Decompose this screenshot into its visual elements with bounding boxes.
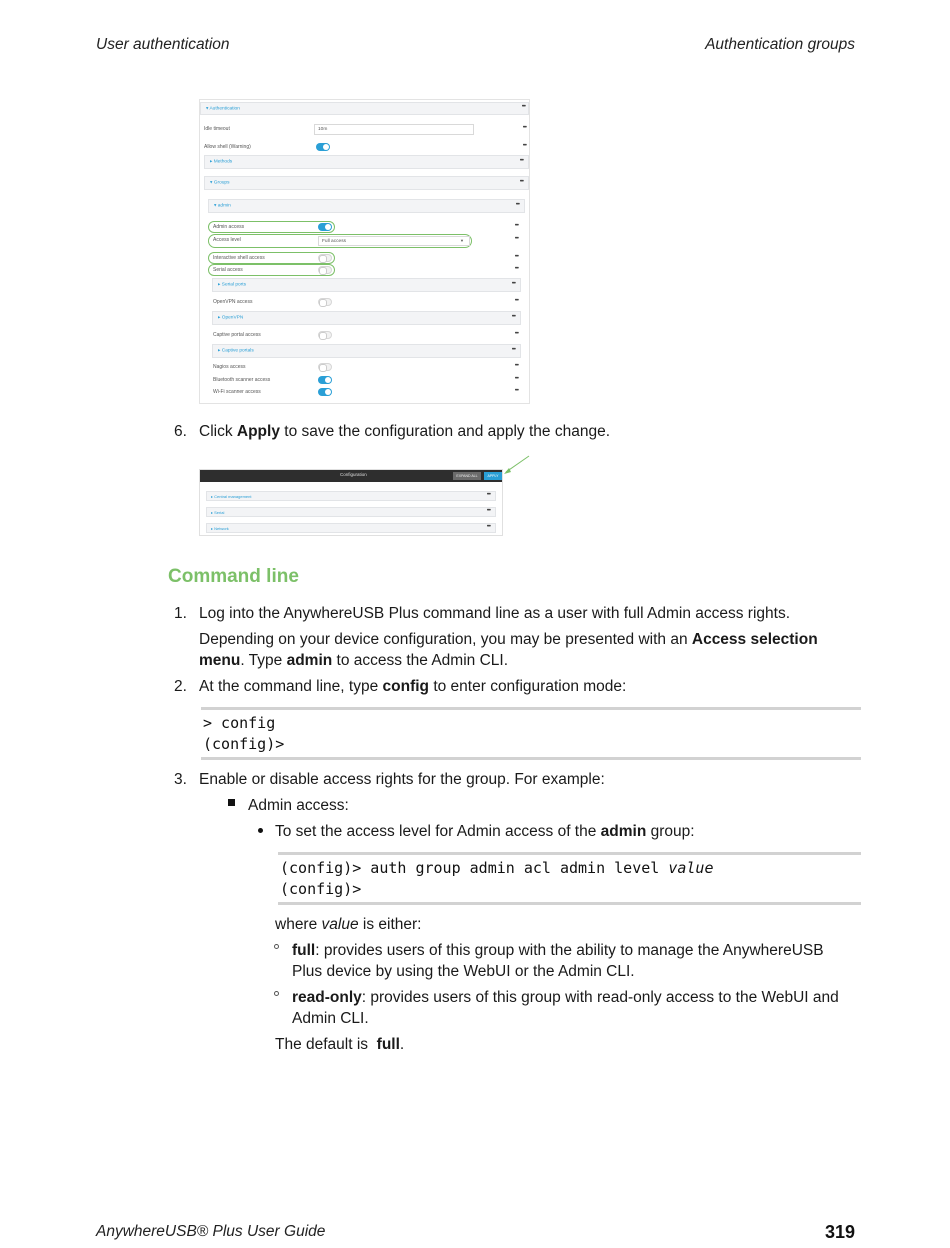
access-level-select bbox=[318, 236, 470, 246]
bluetooth-access-label: Bluetooth scanner access bbox=[213, 377, 271, 383]
more-icon: ••• bbox=[514, 223, 518, 229]
serial-row: ▸ Serial ••• bbox=[206, 507, 496, 517]
more-icon: ••• bbox=[514, 298, 518, 304]
step-3-number: 3. bbox=[174, 771, 187, 788]
bluetooth-access-toggle bbox=[318, 376, 332, 384]
step-2-text: At the command line, type config to enter configuration mode: bbox=[199, 678, 627, 695]
option-read-only: read-only: provides users of this group with read-only access to the WebUI and Admin CLI. bbox=[292, 989, 839, 1027]
arrow-pointer-icon bbox=[500, 454, 532, 476]
more-icon: ••• bbox=[511, 347, 515, 353]
admin-title: ▾ admin bbox=[214, 203, 231, 209]
openvpn-access-label: OpenVPN access bbox=[213, 299, 253, 305]
step-1-subtext: Depending on your device configuration, you may be presented with an Access selection menu. Type admin to access the Admin CLI. bbox=[199, 631, 818, 669]
allow-shell-toggle bbox=[316, 143, 330, 151]
apply-button: APPLY bbox=[484, 472, 502, 480]
interactive-shell-toggle bbox=[318, 254, 332, 262]
acl-code-block: (config)> auth group admin acl admin level value (config)> bbox=[278, 852, 861, 905]
page-number: 319 bbox=[824, 1222, 855, 1242]
more-icon: ••• bbox=[511, 281, 515, 287]
admin-group-section bbox=[208, 199, 525, 213]
central-management-row: ▸ Central management ••• bbox=[206, 491, 496, 501]
set-access-level-text: To set the access level for Admin access of the admin group: bbox=[275, 823, 695, 840]
config-code-block: > config (config)> bbox=[201, 707, 861, 760]
more-icon: ••• bbox=[519, 179, 523, 185]
access-level-label: Access level bbox=[213, 237, 241, 243]
serial-access-label: Serial access bbox=[213, 267, 243, 273]
interactive-shell-label: Interactive shell access bbox=[213, 255, 265, 261]
openvpn-access-toggle bbox=[318, 298, 332, 306]
where-value-text: where value is either: bbox=[275, 916, 422, 933]
idle-timeout-label: Idle timeout bbox=[204, 126, 230, 132]
serial-access-toggle bbox=[318, 266, 332, 274]
default-value-text: The default is full. bbox=[275, 1036, 405, 1053]
authentication-section bbox=[200, 102, 529, 115]
more-icon: ••• bbox=[519, 158, 523, 164]
allow-shell-label: Allow shell (Warning) bbox=[204, 144, 251, 150]
more-icon: ••• bbox=[514, 236, 518, 242]
step-1-number: 1. bbox=[174, 605, 187, 622]
more-icon: ••• bbox=[521, 104, 525, 110]
captive-portals-section bbox=[212, 344, 521, 358]
section-heading: Command line bbox=[168, 566, 299, 587]
admin-access-toggle bbox=[318, 223, 332, 231]
methods-title: ▸ Methods bbox=[210, 159, 233, 165]
openvpn-title: ▸ OpenVPN bbox=[218, 315, 244, 321]
config-toolbar bbox=[200, 470, 503, 482]
circle-bullet-icon bbox=[274, 991, 279, 996]
authentication-title: ▾ Authentication bbox=[206, 106, 240, 111]
bullet-dot-icon bbox=[258, 828, 263, 833]
wifi-access-label: Wi-Fi scanner access bbox=[213, 389, 261, 395]
more-icon: ••• bbox=[514, 331, 518, 337]
apply-config-screenshot bbox=[199, 469, 503, 536]
more-icon: ••• bbox=[514, 266, 518, 272]
option-full: full: provides users of this group with the ability to manage the AnywhereUSB Plus device by using the WebUI or the Admin CLI. bbox=[292, 942, 824, 980]
more-icon: ••• bbox=[522, 143, 526, 149]
running-header-right: Authentication groups bbox=[705, 36, 855, 53]
step-2-number: 2. bbox=[174, 678, 187, 695]
running-header-left: User authentication bbox=[96, 36, 230, 53]
footer-guide-title: AnywhereUSB® Plus User Guide bbox=[96, 1223, 326, 1240]
more-icon: ••• bbox=[514, 376, 518, 382]
groups-section bbox=[204, 176, 529, 190]
square-bullet-icon bbox=[228, 799, 235, 806]
more-icon: ••• bbox=[515, 202, 519, 208]
step-3-text: Enable or disable access rights for the group. For example: bbox=[199, 771, 605, 788]
serial-ports-section bbox=[212, 278, 521, 292]
captive-portal-toggle bbox=[318, 331, 332, 339]
wifi-access-toggle bbox=[318, 388, 332, 396]
step-6-number: 6. bbox=[174, 423, 187, 440]
more-icon: ••• bbox=[514, 388, 518, 394]
dropdown-arrow-icon: ▼ bbox=[460, 238, 464, 243]
circle-bullet-icon bbox=[274, 944, 279, 949]
methods-section bbox=[204, 155, 529, 169]
captive-portal-access-label: Captive portal access bbox=[213, 332, 261, 338]
more-icon: ••• bbox=[514, 254, 518, 260]
admin-access-bullet: Admin access: bbox=[248, 797, 349, 814]
idle-timeout-input: 10m bbox=[314, 124, 474, 135]
config-title: Configuration bbox=[340, 472, 367, 477]
authentication-config-screenshot bbox=[199, 99, 530, 404]
admin-access-label: Admin access bbox=[213, 224, 245, 230]
nagios-access-toggle bbox=[318, 363, 332, 371]
openvpn-section bbox=[212, 311, 521, 325]
more-icon: ••• bbox=[511, 314, 515, 320]
more-icon: ••• bbox=[514, 363, 518, 369]
serial-ports-title: ▸ Serial ports bbox=[218, 282, 247, 288]
network-row: ▸ Network ••• bbox=[206, 523, 496, 533]
groups-title: ▾ Groups bbox=[210, 180, 230, 186]
access-level-value: Full access bbox=[322, 238, 346, 244]
captive-portals-title: ▸ Captive portals bbox=[218, 348, 254, 354]
step-1-text: Log into the AnywhereUSB Plus command line as a user with full Admin access rights. bbox=[199, 605, 791, 622]
expand-all-button: EXPAND ALL bbox=[453, 472, 481, 480]
step-6-text: Click Apply to save the configuration and apply the change. bbox=[199, 423, 610, 440]
more-icon: ••• bbox=[522, 125, 526, 131]
nagios-access-label: Nagios access bbox=[213, 364, 246, 370]
